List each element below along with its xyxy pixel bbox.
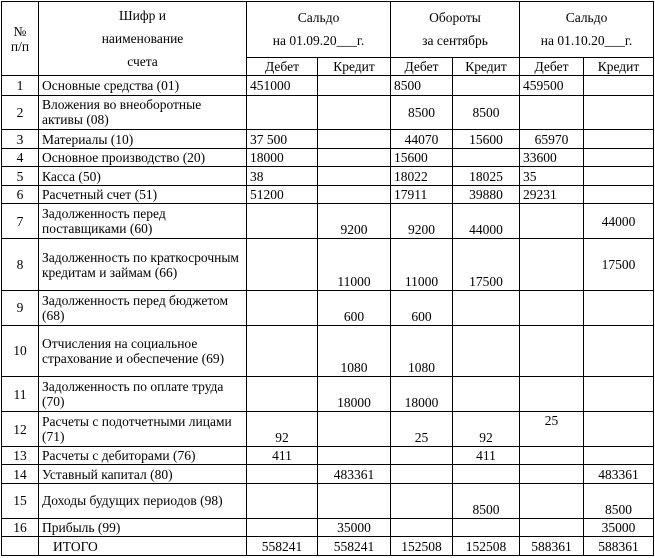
saldo-end-credit-cell: 35000 [584,518,654,537]
turnover-debit-cell: 600 [391,290,453,325]
saldo-end-credit-cell [584,148,654,167]
row-number: 7 [2,204,39,239]
header-saldo-end [520,2,654,58]
turnover-debit-cell: 18022 [391,167,453,186]
row-number: 6 [2,185,39,204]
saldo-end-debit-cell: 459500 [520,76,584,96]
saldo-end-credit-cell [584,325,654,376]
account-name: Касса (50) [39,167,247,186]
account-name: Вложения во внеоборотные активы (08) [39,95,247,130]
saldo-end-debit-cell [520,465,584,484]
saldo-start-debit-cell [247,95,318,130]
turnover-debit-cell: 8500 [391,76,453,96]
turnover-credit-cell [453,465,520,484]
saldo-end-debit-cell [520,290,584,325]
saldo-start-credit-cell [318,95,391,130]
header-saldo-start-credit: Кредит [318,57,391,76]
saldo-end-credit-cell [584,185,654,204]
saldo-end-debit-cell [520,239,584,290]
header-turnover-line1: Обороты [429,10,481,26]
saldo-start-debit-cell [247,518,318,537]
account-name: Основное производство (20) [39,148,247,167]
account-name: Расчеты с подотчетными лицами (71) [39,412,247,447]
row-number: 3 [2,130,39,149]
table-row [2,95,654,130]
saldo-start-credit-cell: 600 [318,290,391,325]
saldo-start-credit-cell [318,446,391,465]
account-name: Доходы будущих периодов (98) [39,483,247,518]
turnover-debit-cell: 44070 [391,130,453,149]
saldo-end-credit-cell [584,290,654,325]
row-number: 8 [2,239,39,290]
saldo-end-debit-cell [520,377,584,412]
header-turnover [391,2,520,58]
turnover-debit-cell [391,465,453,484]
turnover-debit-cell: 1080 [391,325,453,376]
total-label: ИТОГО [39,537,247,556]
header-turnover-credit: Кредит [453,57,520,76]
row-number: 16 [2,518,39,537]
turnover-debit-cell [391,446,453,465]
turnover-credit-cell: 8500 [453,95,520,130]
table-row [2,76,654,96]
saldo-end-debit-cell [520,95,584,130]
header-number-line2: п/п [10,38,30,54]
saldo-end-debit-cell: 65970 [520,130,584,149]
header-saldo-end-debit: Дебет [520,57,584,76]
turnover-credit-cell [453,377,520,412]
saldo-start-debit-cell [247,325,318,376]
table-row [2,483,654,518]
account-name: Прибыль (99) [39,518,247,537]
account-name: Задолженность по оплате труда (70) [39,377,247,412]
saldo-start-debit-cell: 18000 [247,148,318,167]
saldo-start-credit-cell: 35000 [318,518,391,537]
saldo-end-debit-cell [520,446,584,465]
header-turnover-debit: Дебет [391,57,453,76]
row-number: 14 [2,465,39,484]
total-turnover-credit: 152508 [453,537,520,556]
turnover-debit-cell: 25 [391,412,453,447]
header-number-line1: № [13,23,27,39]
table-row [2,325,654,376]
header-saldo-start-line1: Сальдо [297,10,340,26]
turnover-debit-cell: 18000 [391,377,453,412]
total-number-cell [2,537,39,556]
saldo-end-debit-cell [520,483,584,518]
row-number: 10 [2,325,39,376]
saldo-start-debit-cell [247,377,318,412]
saldo-end-credit-cell [584,412,654,447]
table-row [2,167,654,186]
saldo-end-debit-cell [520,325,584,376]
total-saldo-end-debit: 588361 [520,537,584,556]
header-number [2,2,39,76]
saldo-end-debit-cell [520,518,584,537]
saldo-end-credit-cell [584,167,654,186]
turnover-credit-cell [453,148,520,167]
total-saldo-start-debit: 558241 [247,537,318,556]
header-account-line1: Шифр и [119,8,166,23]
saldo-end-credit-cell: 8500 [584,483,654,518]
account-name: Расчеты с дебиторами (76) [39,446,247,465]
header-account-name [39,2,247,76]
saldo-start-credit-cell [318,185,391,204]
saldo-start-credit-cell: 1080 [318,325,391,376]
saldo-start-credit-cell [318,76,391,96]
header-account-line3: счета [127,54,158,69]
row-number: 13 [2,446,39,465]
turnover-debit-cell [391,483,453,518]
total-row [2,537,654,556]
saldo-end-debit-cell: 33600 [520,148,584,167]
row-number: 5 [2,167,39,186]
saldo-start-debit-cell: 411 [247,446,318,465]
saldo-start-debit-cell: 451000 [247,76,318,96]
saldo-end-credit-cell: 483361 [584,465,654,484]
turnover-credit-cell: 8500 [453,483,520,518]
header-saldo-end-line1: Сальдо [565,10,608,26]
saldo-end-debit-cell [520,204,584,239]
turnover-credit-cell: 17500 [453,239,520,290]
total-turnover-debit: 152508 [391,537,453,556]
header-turnover-line2: за сентябрь [422,33,488,49]
turnover-credit-cell [453,325,520,376]
account-name: Материалы (10) [39,130,247,149]
saldo-start-credit-cell: 18000 [318,377,391,412]
turnover-debit-cell: 8500 [391,95,453,130]
saldo-end-credit-cell [584,446,654,465]
table-row [2,377,654,412]
header-row [2,2,654,58]
table-row [2,185,654,204]
saldo-start-debit-cell [247,204,318,239]
table-row [2,290,654,325]
saldo-end-debit-cell: 29231 [520,185,584,204]
trial-balance-table [1,1,654,556]
turnover-debit-cell [391,518,453,537]
saldo-start-credit-cell: 483361 [318,465,391,484]
saldo-start-debit-cell [247,483,318,518]
saldo-start-credit-cell [318,483,391,518]
header-saldo-end-line2: на 01.10.20___г. [540,33,633,49]
turnover-debit-cell: 9200 [391,204,453,239]
turnover-credit-cell: 44000 [453,204,520,239]
saldo-end-credit-cell: 17500 [584,239,654,290]
saldo-start-credit-cell [318,148,391,167]
table-row [2,518,654,537]
saldo-start-credit-cell [318,412,391,447]
account-name: Расчетный счет (51) [39,185,247,204]
table-row [2,446,654,465]
turnover-credit-cell: 411 [453,446,520,465]
turnover-debit-cell: 17911 [391,185,453,204]
saldo-start-debit-cell: 38 [247,167,318,186]
header-saldo-start-line2: на 01.09.20___г. [272,33,365,49]
saldo-start-debit-cell [247,290,318,325]
saldo-start-debit-cell [247,239,318,290]
saldo-end-debit-cell: 35 [520,167,584,186]
account-name: Отчисления на социальное страхование и обеспечение (69) [39,325,247,376]
row-number: 11 [2,377,39,412]
turnover-credit-cell [453,518,520,537]
table-row [2,130,654,149]
saldo-start-credit-cell [318,167,391,186]
row-number: 12 [2,412,39,447]
saldo-start-credit-cell [318,130,391,149]
header-saldo-start-debit: Дебет [247,57,318,76]
table-row [2,465,654,484]
turnover-debit-cell: 15600 [391,148,453,167]
turnover-debit-cell: 11000 [391,239,453,290]
turnover-credit-cell [453,76,520,96]
turnover-credit-cell [453,290,520,325]
account-name: Задолженность перед бюджетом (68) [39,290,247,325]
table-row [2,204,654,239]
turnover-credit-cell: 92 [453,412,520,447]
saldo-end-credit-cell [584,130,654,149]
account-name: Задолженность по краткосрочным кредитам и займам (66) [39,239,247,290]
header-account-line2: наименование [101,31,184,46]
row-number: 2 [2,95,39,130]
saldo-end-credit-cell [584,95,654,130]
account-name: Уставный капитал (80) [39,465,247,484]
saldo-end-credit-cell [584,76,654,96]
saldo-start-debit-cell: 51200 [247,185,318,204]
total-saldo-start-credit: 558241 [318,537,391,556]
saldo-start-credit-cell: 11000 [318,239,391,290]
saldo-start-debit-cell: 92 [247,412,318,447]
saldo-end-debit-cell: 25 [520,412,584,447]
table-row [2,239,654,290]
row-number: 4 [2,148,39,167]
turnover-credit-cell: 39880 [453,185,520,204]
saldo-start-debit-cell: 37 500 [247,130,318,149]
saldo-start-credit-cell: 9200 [318,204,391,239]
row-number: 15 [2,483,39,518]
saldo-start-debit-cell [247,465,318,484]
account-name: Основные средства (01) [39,76,247,96]
row-number: 9 [2,290,39,325]
turnover-credit-cell: 18025 [453,167,520,186]
table-row [2,148,654,167]
row-number: 1 [2,76,39,96]
table-row [2,412,654,447]
header-saldo-start [247,2,391,58]
turnover-credit-cell: 15600 [453,130,520,149]
header-saldo-end-credit: Кредит [584,57,654,76]
saldo-end-credit-cell [584,377,654,412]
account-name: Задолженность перед поставщиками (60) [39,204,247,239]
saldo-end-credit-cell: 44000 [584,204,654,239]
total-saldo-end-credit: 588361 [584,537,654,556]
